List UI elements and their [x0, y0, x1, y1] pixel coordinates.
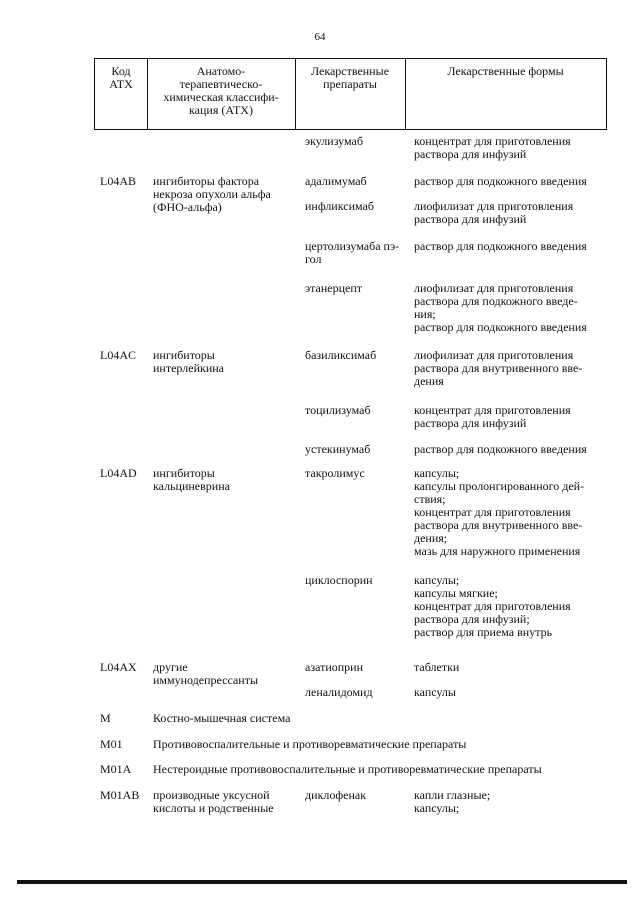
header-line: химическая классифи- — [163, 90, 279, 104]
dosage-form: раствора для инфузий — [414, 212, 527, 226]
header-line: терапевтическо- — [179, 77, 263, 91]
header-line: препараты — [323, 77, 377, 91]
dosage-form: раствор для подкожного введения — [414, 320, 587, 334]
atc-class: производные уксусной — [153, 788, 270, 802]
dosage-form: ния; — [414, 307, 436, 321]
section-title: Костно-мышечная система — [153, 711, 291, 725]
header-line: АТХ — [109, 77, 133, 91]
atc-code: L04AX — [100, 660, 137, 674]
header-code — [95, 65, 147, 91]
dosage-form: мазь для наружного применения — [414, 544, 581, 558]
drug-name: азатиоприн — [305, 660, 364, 674]
atc-code: M01A — [100, 762, 132, 776]
drug-name: экулизумаб — [305, 134, 363, 148]
dosage-form: ствия; — [414, 492, 446, 506]
atc-class: ингибиторы фактора — [153, 174, 260, 188]
dosage-form: капсулы; — [414, 466, 460, 480]
dosage-form: дения; — [414, 531, 448, 545]
header-line: Анатомо- — [196, 64, 246, 78]
atc-code: M01AB — [100, 788, 140, 802]
atc-class: интерлейкина — [153, 361, 224, 375]
drug-name: инфликсимаб — [305, 199, 374, 213]
atc-code: L04AD — [100, 466, 137, 480]
dosage-form: таблетки — [414, 660, 460, 674]
dosage-form: концентрат для приготовления — [414, 505, 571, 519]
dosage-form: раствора для подкожного введе- — [414, 294, 578, 308]
atc-class: иммунодепрессанты — [153, 673, 259, 687]
atc-code: L04AC — [100, 348, 136, 362]
atc-code: M — [100, 711, 111, 725]
bottom-rule — [17, 880, 627, 884]
drug-name: цертолизумаба пэ- — [305, 239, 400, 253]
dosage-form: лиофилизат для приготовления — [414, 348, 574, 362]
drug-name: такролимус — [305, 466, 365, 480]
atc-class: кислоты и родственные — [153, 801, 274, 815]
atc-class: ингибиторы — [153, 466, 215, 480]
drug-name: циклоспорин — [305, 573, 373, 587]
atc-class: другие — [153, 660, 188, 674]
header-drugs — [295, 65, 405, 91]
section-title: Нестероидные противовоспалительные и противоревматические препараты — [153, 762, 542, 776]
dosage-form: раствора для внутривенного вве- — [414, 361, 583, 375]
drug-name: устекинумаб — [305, 442, 371, 456]
drug-name: базиликсимаб — [305, 348, 377, 362]
drug-name: диклофенак — [305, 788, 367, 802]
dosage-form: капсулы; — [414, 801, 460, 815]
header-line: кация (АТХ) — [189, 103, 253, 117]
header-forms — [405, 65, 606, 78]
dosage-form: капсулы мягкие; — [414, 586, 498, 600]
dosage-form: раствор для приема внутрь — [414, 625, 553, 639]
page-number: 64 — [314, 31, 326, 43]
atc-class: ингибиторы — [153, 348, 215, 362]
drug-name: этанерцепт — [305, 281, 363, 295]
table-header — [94, 58, 607, 130]
dosage-form: дения — [414, 374, 444, 388]
atc-code: M01 — [100, 737, 123, 751]
dosage-form: раствора для инфузий; — [414, 612, 530, 626]
dosage-form: концентрат для приготовления — [414, 134, 571, 148]
atc-class: некроза опухоли альфа — [153, 187, 271, 201]
dosage-form: раствора для инфузий — [414, 147, 527, 161]
dosage-form: раствор для подкожного введения — [414, 442, 587, 456]
dosage-form: раствор для подкожного введения — [414, 174, 587, 188]
atc-class: (ФНО-альфа) — [153, 200, 222, 214]
header-line: Лекарственные формы — [447, 64, 564, 78]
header-classification — [147, 65, 295, 117]
section-title: Противовоспалительные и противоревматические препараты — [153, 737, 467, 751]
drug-name: адалимумаб — [305, 174, 367, 188]
dosage-form: концентрат для приготовления — [414, 403, 571, 417]
dosage-form: лиофилизат для приготовления — [414, 281, 574, 295]
header-line: Код — [111, 64, 131, 78]
dosage-form: раствора для инфузий — [414, 416, 527, 430]
dosage-form: капли глазные; — [414, 788, 491, 802]
dosage-form: капсулы — [414, 685, 456, 699]
dosage-form: капсулы пролонгированного дей- — [414, 479, 585, 493]
atc-class: кальциневрина — [153, 479, 230, 493]
dosage-form: концентрат для приготовления — [414, 599, 571, 613]
dosage-form: капсулы; — [414, 573, 460, 587]
header-line: Лекарственные — [310, 64, 390, 78]
dosage-form: лиофилизат для приготовления — [414, 199, 574, 213]
drug-name: гол — [305, 252, 322, 266]
drug-name: леналидомид — [305, 685, 373, 699]
drug-name: тоцилизумаб — [305, 403, 371, 417]
dosage-form: раствор для подкожного введения — [414, 239, 587, 253]
atc-code: L04AB — [100, 174, 136, 188]
dosage-form: раствора для внутривенного вве- — [414, 518, 583, 532]
